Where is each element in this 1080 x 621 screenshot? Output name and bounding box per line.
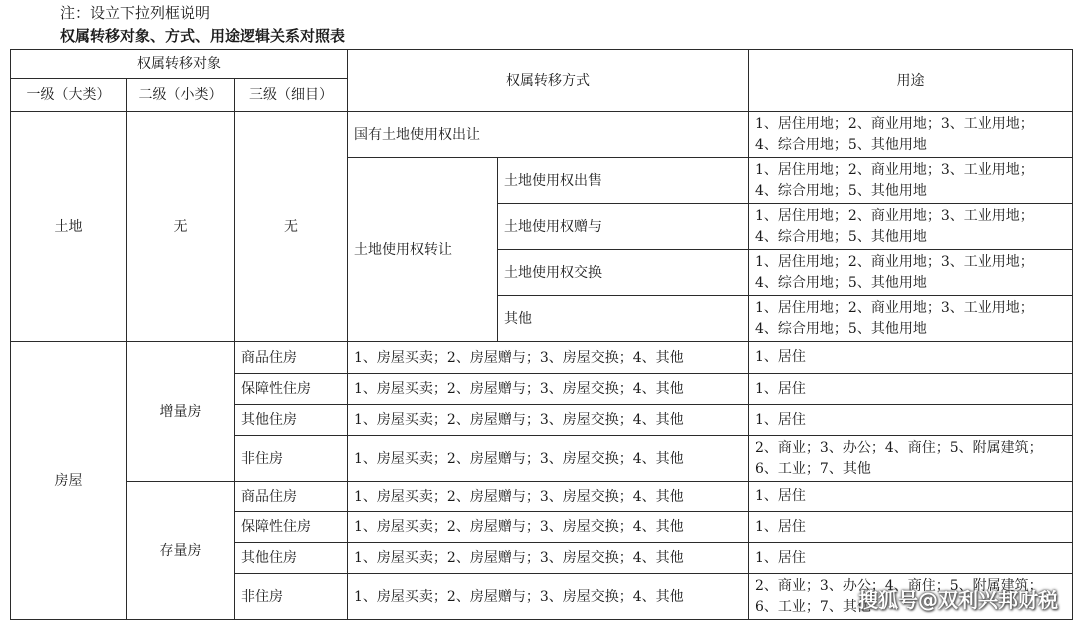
house-use: 2、商业；3、办公；4、商住；5、附属建筑； 6、工业；7、其他: [749, 574, 1073, 620]
house-use: 1、居住: [749, 405, 1073, 436]
land-level1: 土地: [11, 112, 127, 342]
table-row: [11, 482, 1073, 512]
house-type: 其他住房: [235, 543, 348, 574]
land-transfer-label: 土地使用权转让: [348, 158, 498, 342]
table-row: [11, 342, 1073, 374]
header-level3: 三级（细目）: [235, 79, 348, 112]
house-method: 1、房屋买卖；2、房屋赠与；3、房屋交换；4、其他: [348, 482, 749, 512]
header-object: 权属转移对象: [11, 50, 348, 79]
land-level3: 无: [235, 112, 348, 342]
house-use: 2、商业；3、办公；4、商住；5、附属建筑； 6、工业；7、其他: [749, 436, 1073, 482]
house-use: 1、居住: [749, 512, 1073, 543]
land-use: 1、居住用地；2、商业用地；3、工业用地； 4、综合用地；5、其他用地: [749, 112, 1073, 158]
house-level1: 房屋: [11, 342, 127, 620]
watermark-text: 搜狐号@双利兴邦财税: [858, 588, 1058, 612]
house-type: 其他住房: [235, 405, 348, 436]
land-method: 土地使用权交换: [498, 250, 749, 296]
house-level2-new: 增量房: [127, 342, 235, 482]
house-type: 保障性住房: [235, 374, 348, 405]
house-use: 1、居住: [749, 342, 1073, 374]
land-level2: 无: [127, 112, 235, 342]
house-type: 非住房: [235, 574, 348, 620]
land-method: 国有土地使用权出让: [348, 112, 749, 158]
house-method: 1、房屋买卖；2、房屋赠与；3、房屋交换；4、其他: [348, 543, 749, 574]
house-type: 非住房: [235, 436, 348, 482]
house-method: 1、房屋买卖；2、房屋赠与；3、房屋交换；4、其他: [348, 436, 749, 482]
house-use: 1、居住: [749, 374, 1073, 405]
land-method: 土地使用权出售: [498, 158, 749, 204]
table-row: [11, 112, 1073, 158]
note-text: 注：设立下拉列框说明: [60, 4, 211, 22]
house-type: 保障性住房: [235, 512, 348, 543]
land-use: 1、居住用地；2、商业用地；3、工业用地； 4、综合用地；5、其他用地: [749, 250, 1073, 296]
land-use: 1、居住用地；2、商业用地；3、工业用地； 4、综合用地；5、其他用地: [749, 296, 1073, 342]
header-level1: 一级（大类）: [11, 79, 127, 112]
land-use: 1、居住用地；2、商业用地；3、工业用地； 4、综合用地；5、其他用地: [749, 204, 1073, 250]
table-title: 权属转移对象、方式、用途逻辑关系对照表: [60, 27, 346, 45]
house-method: 1、房屋买卖；2、房屋赠与；3、房屋交换；4、其他: [348, 374, 749, 405]
house-method: 1、房屋买卖；2、房屋赠与；3、房屋交换；4、其他: [348, 342, 749, 374]
house-type: 商品住房: [235, 482, 348, 512]
relation-table: [10, 49, 1073, 620]
house-type: 商品住房: [235, 342, 348, 374]
header-level2: 二级（小类）: [127, 79, 235, 112]
house-use: 1、居住: [749, 482, 1073, 512]
house-method: 1、房屋买卖；2、房屋赠与；3、房屋交换；4、其他: [348, 574, 749, 620]
house-use: 1、居住: [749, 543, 1073, 574]
house-level2-stock: 存量房: [127, 482, 235, 620]
land-method: 其他: [498, 296, 749, 342]
house-method: 1、房屋买卖；2、房屋赠与；3、房屋交换；4、其他: [348, 405, 749, 436]
house-method: 1、房屋买卖；2、房屋赠与；3、房屋交换；4、其他: [348, 512, 749, 543]
land-method: 土地使用权赠与: [498, 204, 749, 250]
header-use: 用途: [749, 50, 1073, 112]
header-method: 权属转移方式: [348, 50, 749, 112]
land-use: 1、居住用地；2、商业用地；3、工业用地； 4、综合用地；5、其他用地: [749, 158, 1073, 204]
